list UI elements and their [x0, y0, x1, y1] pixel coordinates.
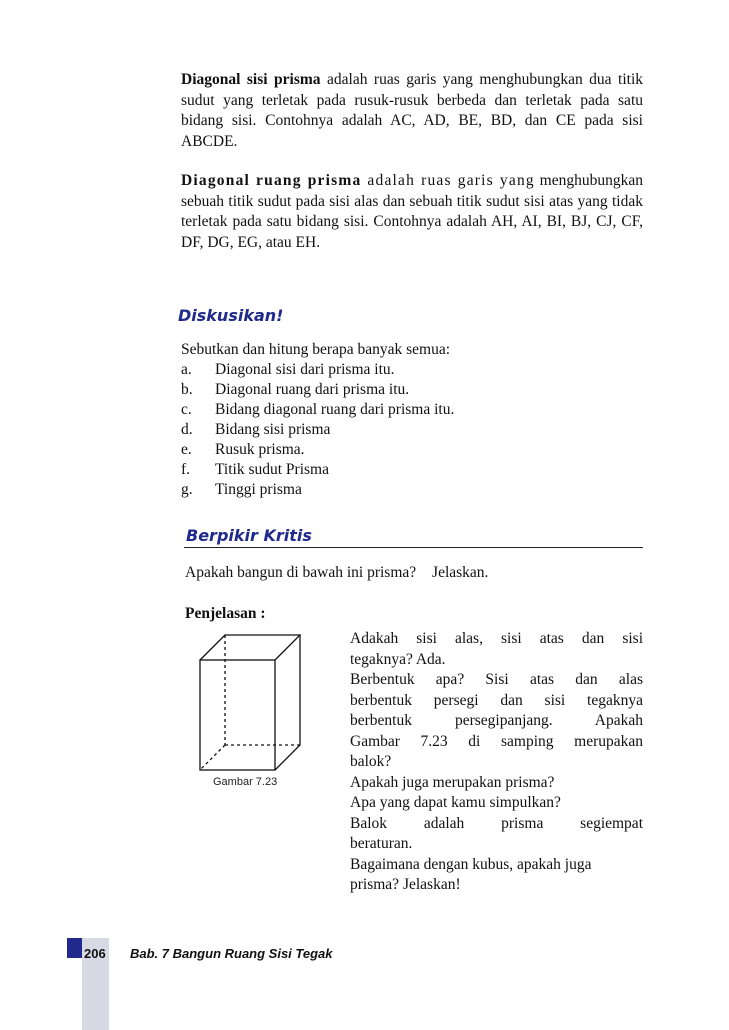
list-item-text: Titik sudut Prisma — [215, 461, 329, 478]
explanation-line: Gambar 7.23 di samping merupakan — [350, 732, 643, 750]
box-figure — [195, 630, 305, 775]
paragraph-diagonal-ruang-spaced: adalah ruas garis yang — [361, 172, 535, 189]
box-top-face — [200, 635, 300, 660]
paragraph-diagonal-sisi-text: adalah ruas garis yang menghubungkan dua titik sudut yang terletak pada rusuk-rusuk berbeda dan terletak pada satu bidang sisi. Contohnya adalah AC, AD, BE, BD, dan CE pada sisi ABCDE. — [181, 71, 644, 150]
paragraph-diagonal-sisi — [181, 70, 643, 152]
figure-caption: Gambar 7.23 — [213, 776, 278, 788]
explanation-text — [350, 629, 643, 896]
explanation-line: Bagaimana dengan kubus, apakah juga — [350, 855, 592, 873]
explanation-line: prisma? Jelaskan! — [350, 876, 461, 893]
list-item-letter: f. — [181, 461, 191, 478]
diskusikan-intro: Sebutkan dan hitung berapa banyak semua: — [181, 341, 451, 358]
list-item — [181, 380, 454, 400]
box-front-face — [200, 660, 275, 770]
list-item — [181, 440, 454, 460]
question-text: Apakah bangun di bawah ini prisma? — [185, 564, 417, 581]
footer-accent-block — [67, 938, 82, 958]
explanation-line: Adakah sisi alas, sisi atas dan sisi — [350, 630, 643, 647]
box-right-edges — [275, 635, 300, 770]
explanation-line: Berbentuk apa? Sisi atas dan alas — [350, 671, 643, 688]
list-item-letter: c. — [181, 401, 192, 418]
list-item-text: Diagonal ruang dari prisma itu. — [215, 381, 410, 398]
explanation-line: beraturan. — [350, 835, 413, 852]
explanation-line: Apakah juga merupakan prisma? — [350, 773, 555, 791]
term-diagonal-sisi: Diagonal sisi prisma — [181, 71, 321, 88]
list-item-letter: b. — [181, 381, 193, 398]
list-item — [181, 400, 454, 420]
chapter-title: Bab. 7 Bangun Ruang Sisi Tegak — [130, 946, 333, 961]
page-number: 206 — [84, 946, 106, 961]
explanation-line: Balok adalah prisma segiempat — [350, 814, 643, 832]
list-item-text: Diagonal sisi dari prisma itu. — [215, 361, 395, 378]
explanation-line: berbentuk persegipanjang. Apakah — [350, 712, 643, 729]
paragraph-diagonal-ruang — [181, 171, 643, 253]
list-item-letter: d. — [181, 421, 193, 438]
list-item — [181, 360, 454, 380]
list-item-text: Bidang sisi prisma — [215, 421, 331, 438]
list-item — [181, 460, 454, 480]
explanation-line: Apa yang dapat kamu simpulkan? — [350, 794, 561, 811]
diskusikan-heading: Diskusikan! — [178, 306, 284, 325]
berpikir-kritis-heading: Berpikir Kritis — [186, 526, 312, 545]
question-line — [185, 563, 488, 584]
explanation-line: tegaknya? Ada. — [350, 650, 446, 668]
question-tail: Jelaskan. — [432, 564, 489, 581]
box-hidden-side-edge — [200, 745, 225, 770]
list-item-letter: e. — [181, 441, 192, 458]
paragraph-diagonal-ruang-text: menghubungkan sebuah titik sudut pada sisi alas dan sebuah titik sudut sisi atas yang tidak terletak pada satu bidang sisi. Contohnya adalah AH, AI, BI, BJ, CJ, CF, DF, DG, EG, atau EH. — [181, 172, 643, 251]
list-item — [181, 420, 454, 440]
list-item-text: Tinggi prisma — [215, 481, 302, 498]
list-item-letter: g. — [181, 481, 193, 498]
list-item — [181, 480, 454, 500]
heading-underline — [184, 547, 643, 548]
list-item-text: Rusuk prisma. — [215, 441, 305, 458]
list-item-letter: a. — [181, 361, 192, 378]
explanation-line: balok? — [350, 753, 392, 770]
term-diagonal-ruang: Diagonal ruang prisma — [181, 172, 362, 189]
explanation-line: berbentuk persegi dan sisi tegaknya — [350, 691, 643, 709]
list-item-text: Bidang diagonal ruang dari prisma itu. — [215, 401, 455, 418]
penjelasan-label: Penjelasan : — [185, 605, 266, 622]
diskusikan-list — [181, 340, 454, 500]
